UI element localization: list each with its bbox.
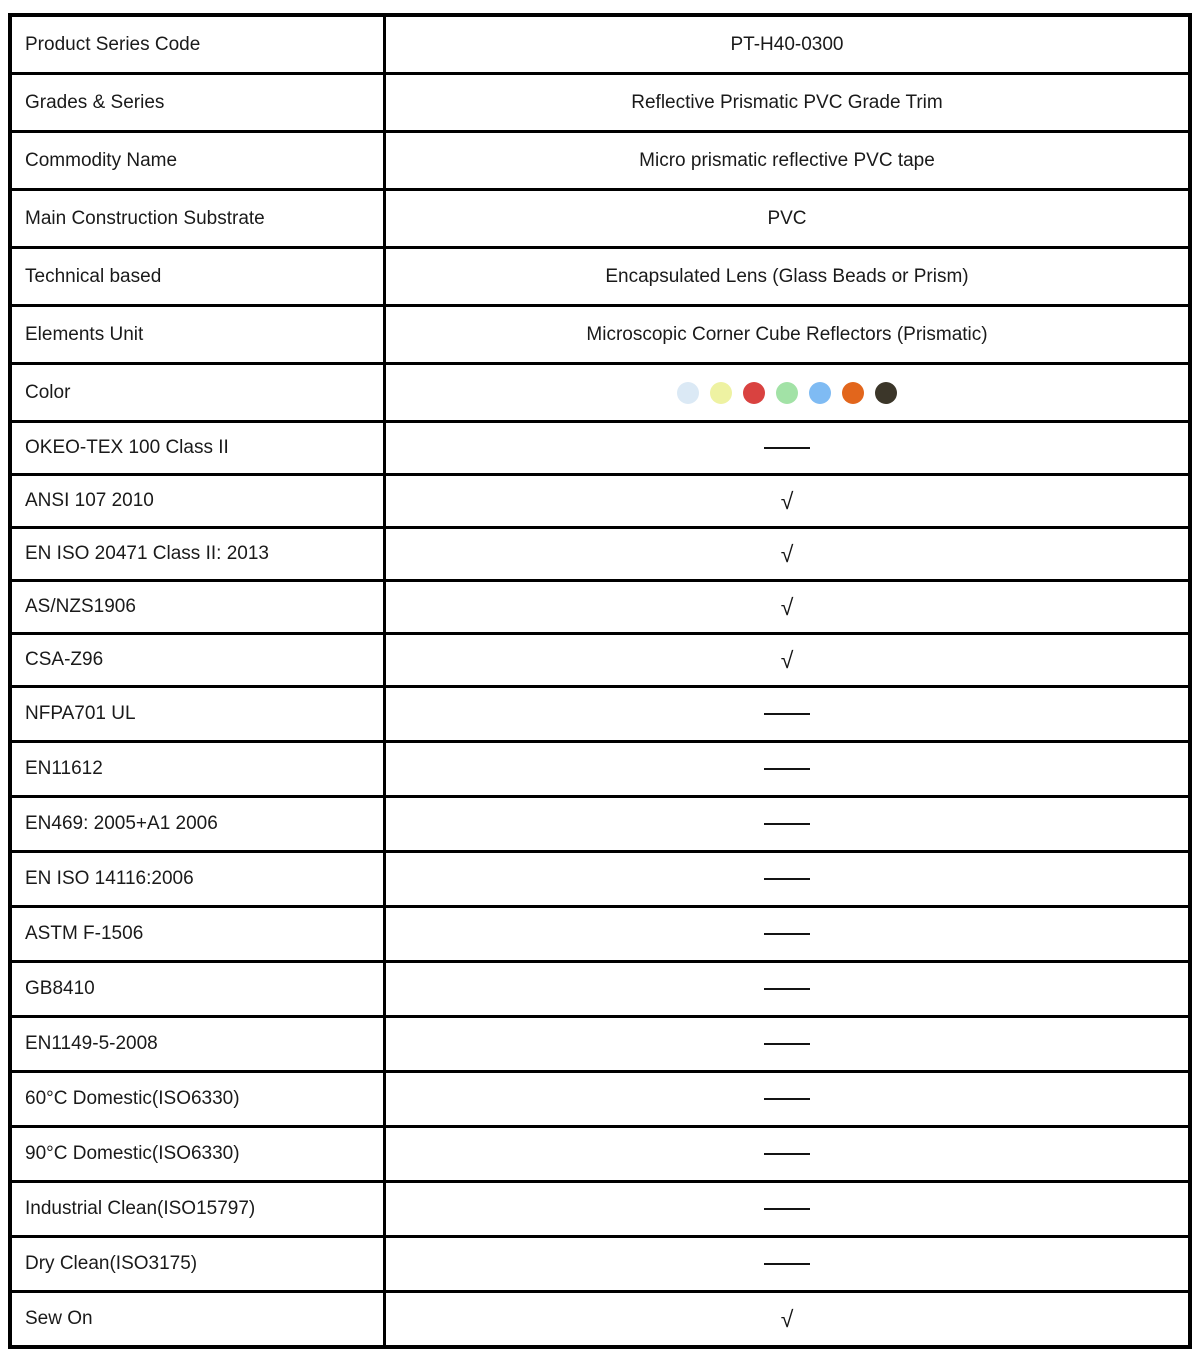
row-label: EN11612 — [10, 742, 385, 797]
table-row — [10, 687, 1190, 742]
row-value — [385, 1292, 1191, 1348]
table-row — [10, 306, 1190, 364]
row-label: EN469: 2005+A1 2006 — [10, 797, 385, 852]
dash-mark — [764, 823, 810, 825]
color-dot-sky-blue — [809, 382, 831, 404]
row-label: ASTM F-1506 — [10, 907, 385, 962]
check-mark: √ — [780, 487, 794, 514]
row-value: PVC — [385, 190, 1191, 248]
table-row — [10, 528, 1190, 581]
row-value — [385, 1237, 1191, 1292]
table-row — [10, 797, 1190, 852]
dash-mark — [764, 1043, 810, 1045]
row-label: Technical based — [10, 248, 385, 306]
color-dot-pale-yellow — [710, 382, 732, 404]
row-label: Product Series Code — [10, 15, 385, 74]
row-label: Industrial Clean(ISO15797) — [10, 1182, 385, 1237]
row-label: Dry Clean(ISO3175) — [10, 1237, 385, 1292]
dash-mark — [764, 933, 810, 935]
row-label: EN1149-5-2008 — [10, 1017, 385, 1072]
check-mark: √ — [780, 1305, 794, 1332]
row-label: Color — [10, 364, 385, 422]
row-value — [385, 907, 1191, 962]
product-spec-table — [8, 13, 1192, 1349]
table-row — [10, 475, 1190, 528]
row-label: 90°C Domestic(ISO6330) — [10, 1127, 385, 1182]
row-label: ANSI 107 2010 — [10, 475, 385, 528]
table-row — [10, 907, 1190, 962]
table-row — [10, 15, 1190, 74]
row-label: OKEO-TEX 100 Class II — [10, 422, 385, 475]
row-value — [385, 1017, 1191, 1072]
table-row — [10, 852, 1190, 907]
row-label: Main Construction Substrate — [10, 190, 385, 248]
row-label: NFPA701 UL — [10, 687, 385, 742]
row-label: CSA-Z96 — [10, 634, 385, 687]
dash-mark — [764, 878, 810, 880]
check-mark: √ — [780, 646, 794, 673]
table-row — [10, 1237, 1190, 1292]
row-value — [385, 581, 1191, 634]
row-value — [385, 1072, 1191, 1127]
dash-mark — [764, 1263, 810, 1265]
row-label: EN ISO 20471 Class II: 2013 — [10, 528, 385, 581]
row-label: 60°C Domestic(ISO6330) — [10, 1072, 385, 1127]
row-value — [385, 1127, 1191, 1182]
row-value — [385, 422, 1191, 475]
row-value — [385, 364, 1191, 422]
color-dot-red — [743, 382, 765, 404]
color-dot-dark-brown — [875, 382, 897, 404]
table-row — [10, 248, 1190, 306]
row-value — [385, 852, 1191, 907]
row-label: GB8410 — [10, 962, 385, 1017]
table-row — [10, 1017, 1190, 1072]
table-row — [10, 1182, 1190, 1237]
row-value — [385, 528, 1191, 581]
table-row — [10, 581, 1190, 634]
row-value: Encapsulated Lens (Glass Beads or Prism) — [385, 248, 1191, 306]
table-row — [10, 634, 1190, 687]
row-label: EN ISO 14116:2006 — [10, 852, 385, 907]
row-label: Sew On — [10, 1292, 385, 1348]
row-value — [385, 687, 1191, 742]
dash-mark — [764, 768, 810, 770]
check-mark: √ — [780, 540, 794, 567]
color-dot-orange — [842, 382, 864, 404]
row-value: Microscopic Corner Cube Reflectors (Prismatic) — [385, 306, 1191, 364]
row-label: Elements Unit — [10, 306, 385, 364]
row-value — [385, 962, 1191, 1017]
table-row — [10, 190, 1190, 248]
row-label: Grades & Series — [10, 74, 385, 132]
dash-mark — [764, 447, 810, 449]
dash-mark — [764, 1208, 810, 1210]
row-value — [385, 634, 1191, 687]
row-value: Reflective Prismatic PVC Grade Trim — [385, 74, 1191, 132]
table-row — [10, 422, 1190, 475]
table-row — [10, 1127, 1190, 1182]
color-dot-light-green — [776, 382, 798, 404]
row-value: Micro prismatic reflective PVC tape — [385, 132, 1191, 190]
table-row — [10, 1292, 1190, 1348]
dash-mark — [764, 988, 810, 990]
row-label: AS/NZS1906 — [10, 581, 385, 634]
color-swatch-row — [394, 382, 1180, 404]
row-label: Commodity Name — [10, 132, 385, 190]
row-value — [385, 475, 1191, 528]
dash-mark — [764, 713, 810, 715]
table-row — [10, 962, 1190, 1017]
table-row — [10, 132, 1190, 190]
row-value — [385, 1182, 1191, 1237]
row-value — [385, 797, 1191, 852]
table-row — [10, 1072, 1190, 1127]
check-mark: √ — [780, 593, 794, 620]
table-row — [10, 74, 1190, 132]
row-value — [385, 742, 1191, 797]
dash-mark — [764, 1153, 810, 1155]
table-row — [10, 364, 1190, 422]
color-dot-pale-blue — [677, 382, 699, 404]
row-value: PT-H40-0300 — [385, 15, 1191, 74]
dash-mark — [764, 1098, 810, 1100]
table-row — [10, 742, 1190, 797]
